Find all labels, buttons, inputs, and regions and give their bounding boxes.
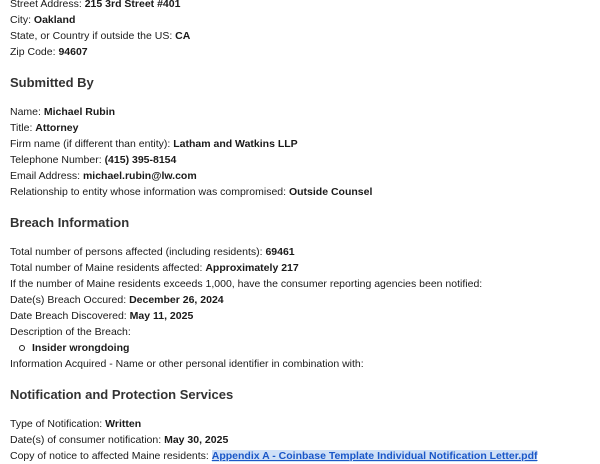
submitter-title-label: Title: (10, 122, 33, 134)
street-address-label: Street Address: (10, 0, 82, 10)
telephone-row (10, 152, 595, 168)
notification-heading: Notification and Protection Services (10, 387, 234, 402)
submitter-name-row (10, 104, 595, 120)
zip-row (10, 44, 595, 60)
relationship-value: Outside Counsel (288, 186, 373, 198)
bullet-circle-icon (19, 345, 25, 351)
breach-discovered-value: May 11, 2025 (129, 310, 194, 322)
notice-copy-link[interactable]: Appendix A - Coinbase Template Individual Notification Letter.pdf (211, 450, 538, 462)
notice-copy-row (10, 448, 595, 464)
zip-label: Zip Code: (10, 46, 56, 58)
submitter-title-row (10, 120, 595, 136)
notification-type-label: Type of Notification: (10, 418, 103, 430)
maine-affected-value: Approximately 217 (205, 262, 299, 274)
breach-description-list (10, 340, 595, 356)
notification-date-row (10, 432, 595, 448)
notification-type-row (10, 416, 595, 432)
submitter-title-value: Attorney (35, 122, 79, 134)
city-row (10, 12, 595, 28)
street-address-row (10, 0, 595, 12)
street-address-value: 215 3rd Street #401 (84, 0, 181, 10)
agencies-notified-label: If the number of Maine residents exceeds 1,000, have the consumer reporting agencies been notified: (10, 278, 483, 290)
city-value: Oakland (33, 14, 76, 26)
zip-value: 94607 (58, 46, 88, 58)
breach-discovered-row (10, 308, 595, 324)
email-row (10, 168, 595, 184)
firm-name-value: Latham and Watkins LLP (173, 138, 298, 150)
breach-description-label: Description of the Breach: (10, 326, 131, 338)
state-label: State, or Country if outside the US: (10, 30, 173, 42)
submitter-name-value: Michael Rubin (43, 106, 116, 118)
email-value: michael.rubin@lw.com (82, 170, 197, 182)
agencies-notified-row (10, 276, 595, 292)
information-acquired-label: Information Acquired - Name or other personal identifier in combination with: (10, 358, 364, 370)
breach-occurred-value: December 26, 2024 (129, 294, 224, 306)
firm-name-row (10, 136, 595, 152)
relationship-label: Relationship to entity whose information was compromised: (10, 186, 287, 198)
breach-information-heading: Breach Information (10, 215, 130, 230)
email-label: Email Address: (10, 170, 81, 182)
submitted-by-heading: Submitted By (10, 75, 94, 90)
notice-copy-label: Copy of notice to affected Maine residents: (10, 450, 209, 462)
total-affected-value: 69461 (265, 246, 295, 258)
submitter-name-label: Name: (10, 106, 41, 118)
total-affected-row (10, 244, 595, 260)
relationship-row (10, 184, 595, 200)
breach-report-document (10, 0, 595, 464)
state-row (10, 28, 595, 44)
breach-occurred-row (10, 292, 595, 308)
notification-type-value: Written (105, 418, 142, 430)
notification-date-label: Date(s) of consumer notification: (10, 434, 162, 446)
breach-occurred-label: Date(s) Breach Occured: (10, 294, 127, 306)
firm-name-label: Firm name (if different than entity): (10, 138, 171, 150)
breach-description-item: Insider wrongdoing (32, 342, 130, 354)
list-item (32, 340, 595, 356)
maine-affected-label: Total number of Maine residents affected: (10, 262, 203, 274)
total-affected-label: Total number of persons affected (including residents): (10, 246, 263, 258)
telephone-value: (415) 395-8154 (104, 154, 177, 166)
state-value: CA (175, 30, 191, 42)
telephone-label: Telephone Number: (10, 154, 102, 166)
maine-affected-row (10, 260, 595, 276)
city-label: City: (10, 14, 31, 26)
notification-date-value: May 30, 2025 (164, 434, 229, 446)
breach-discovered-label: Date Breach Discovered: (10, 310, 127, 322)
